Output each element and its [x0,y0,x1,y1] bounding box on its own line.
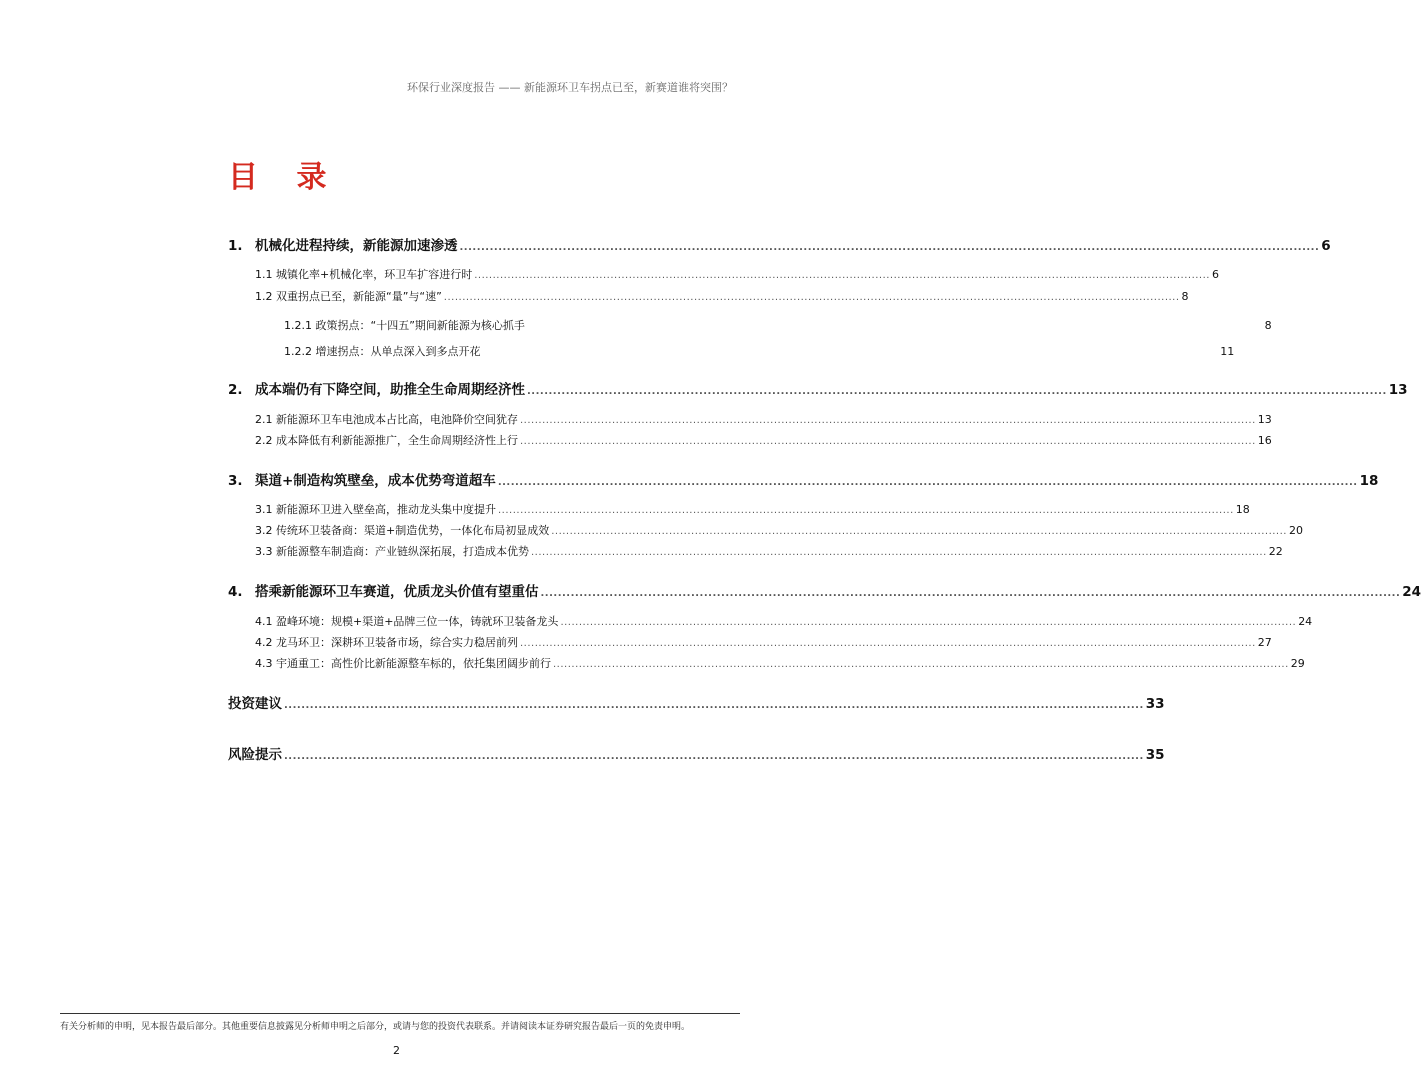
toc-entry-page: 18 [1235,503,1250,516]
toc-entry-number: 1.2.2 [284,345,312,358]
toc-entry-number: 4.3 [255,657,273,670]
toc-entry-page: 6 [1321,238,1331,254]
toc-leader: ........................................................................................................................................................................................................ [443,292,1180,303]
toc-entry-title: 城镇化率+机械化率，环卫车扩容进行时 [276,268,473,281]
toc-entry-1-2-2[interactable] [284,343,1235,359]
toc-entry-page: 24 [1298,615,1313,628]
toc-entry-title: 增速拐点：从单点深入到多点开花 [315,345,481,358]
toc-entry-number: 2.2 [255,434,273,447]
toc-title: 目 录 [228,160,341,195]
toc-entry-page: 33 [1145,696,1165,712]
toc-entry-title: 盈峰环境：规模+渠道+品牌三位一体，铸就环卫装备龙头 [276,615,559,628]
toc-entry-number: 3.3 [255,545,273,558]
toc-leader: ........................................................................................................................................................................................................ [551,526,1287,537]
toc-entry-4[interactable] [228,580,1421,600]
toc-leader: ........................................................................................................................................................................................................ [531,547,1267,558]
toc-entry-page: 11 [1220,345,1235,358]
toc-entry-title: 政策拐点：“十四五”期间新能源为核心抓手 [315,319,525,332]
toc-entry-page: 8 [1264,319,1272,332]
toc-entry-title: 风险提示 [228,747,282,763]
toc-leader: ........................................................................................................................................................................................................ [520,415,1256,426]
toc-entry-title: 龙马环卫：深耕环卫装备市场，综合实力稳居前列 [276,636,518,649]
toc-leader: ........................................................................................................................................................................................................ [497,477,1358,488]
toc-entry-2[interactable] [228,378,1408,398]
toc-entry-2-2[interactable] [255,432,1272,448]
toc-entry-number: 1.1 [255,268,273,281]
toc-entry-title: 成本端仍有下降空间，助推全生命周期经济性 [255,382,525,398]
toc-entry-page: 18 [1359,473,1379,489]
toc-leader: ........................................................................................................................................................................................................ [520,638,1256,649]
toc-entry-4-3[interactable] [255,655,1305,671]
toc-entry-page: 6 [1211,268,1219,281]
toc-entry-title: 新能源环卫车电池成本占比高，电池降价空间犹存 [276,413,518,426]
toc-entry-title: 新能源环卫进入壁垒高，推动龙头集中度提升 [276,503,496,516]
toc-entry-page: 13 [1388,382,1408,398]
toc-entry-number: 3. [228,473,243,489]
toc-entry-page: 20 [1288,524,1303,537]
toc-leader: ........................................................................................................................................................................................................ [527,386,1387,397]
toc-entry-page: 8 [1181,290,1189,303]
toc-entry-3[interactable] [228,469,1379,489]
toc-leader: ........................................................................................................................................................................................................ [284,700,1144,711]
toc-entry-page: 22 [1268,545,1283,558]
toc-entry-number: 2.1 [255,413,273,426]
toc-entry-2-1[interactable] [255,411,1272,427]
toc-entry-1-2-1[interactable] [284,317,1272,333]
toc-leader: ........................................................................................................................................................................................................ [284,751,1144,762]
toc-entry-page: 35 [1145,747,1165,763]
toc-entry-1[interactable] [228,234,1331,254]
toc-entry-title: 双重拐点已至，新能源“量”与“速” [276,290,442,303]
toc-entry-number: 3.2 [255,524,273,537]
toc-entry-3-2[interactable] [255,522,1303,538]
toc-entry-number: 1.2.1 [284,319,312,332]
toc-entry-title: 宇通重工：高性价比新能源整车标的，依托集团阔步前行 [276,657,551,670]
toc-entry-4-2[interactable] [255,634,1272,650]
toc-entry-title: 渠道+制造构筑壁垒，成本优势弯道超车 [255,473,496,489]
toc-entry-1-2[interactable] [255,288,1189,304]
toc-entry-investment[interactable] [228,692,1165,712]
toc-leader: ........................................................................................................................................................................................................ [560,617,1297,628]
toc-entry-1-1[interactable] [255,266,1219,282]
toc-entry-number: 4.2 [255,636,273,649]
toc-entry-number: 4.1 [255,615,273,628]
toc-entry-number: 2. [228,382,243,398]
toc-entry-title: 传统环卫装备商：渠道+制造优势，一体化布局初显成效 [276,524,550,537]
toc-entry-title: 机械化进程持续，新能源加速渗透 [255,238,458,254]
toc-entry-risk[interactable] [228,743,1165,763]
toc-entry-title: 投资建议 [228,696,282,712]
toc-entry-number: 4. [228,584,243,600]
toc-leader: ........................................................................................................................................................................................................ [520,436,1256,447]
footer-disclaimer: 有关分析师的申明，见本报告最后部分。其他重要信息披露见分析师申明之后部分，或请与您的投资代表联系。并请阅读本证券研究报告最后一页的免责申明。 [60,1022,691,1032]
toc-entry-number: 1. [228,238,243,254]
footer-divider [60,1013,740,1014]
toc-entry-page: 27 [1257,636,1272,649]
toc-entry-page: 13 [1257,413,1272,426]
toc-entry-title: 成本降低有利新能源推广，全生命周期经济性上行 [276,434,518,447]
toc-leader: ........................................................................................................................................................................................................ [474,270,1210,281]
report-header: 环保行业深度报告 —— 新能源环卫车拐点已至，新赛道谁将突围？ [407,81,733,94]
toc-entry-page: 24 [1402,584,1421,600]
toc-entry-number: 1.2 [255,290,273,303]
page-number: 2 [393,1044,400,1057]
toc-leader: ........................................................................................................................................................................................................ [553,659,1289,670]
toc-entry-title: 搭乘新能源环卫车赛道，优质龙头价值有望重估 [255,584,539,600]
toc-leader: ........................................................................................................................................................................................................ [498,505,1234,516]
toc-leader: ........................................................................................................................................................................................................ [540,588,1401,599]
toc-entry-3-1[interactable] [255,501,1250,517]
toc-entry-title: 新能源整车制造商：产业链纵深拓展，打造成本优势 [276,545,529,558]
toc-entry-4-1[interactable] [255,613,1313,629]
toc-leader: ........................................................................................................................................................................................................ [459,242,1320,253]
toc-entry-3-3[interactable] [255,543,1283,559]
toc-entry-number: 3.1 [255,503,273,516]
toc-entry-page: 29 [1290,657,1305,670]
toc-entry-page: 16 [1257,434,1272,447]
